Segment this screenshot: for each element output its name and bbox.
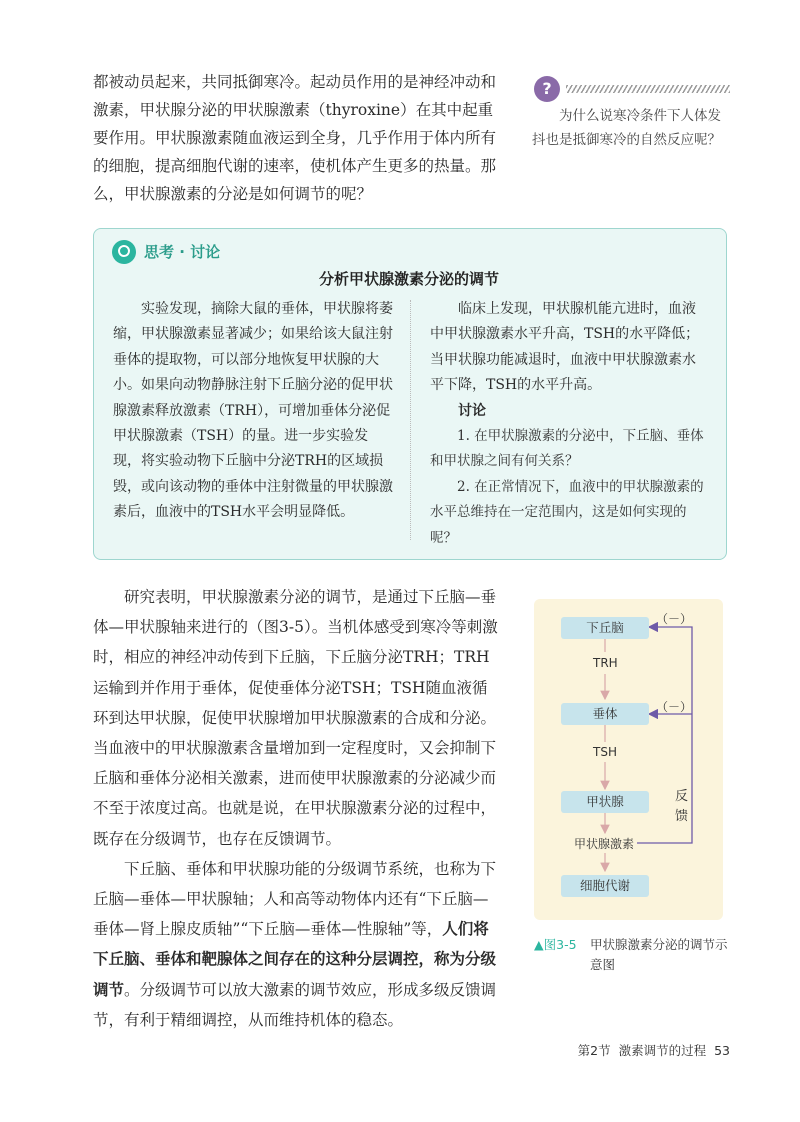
discussion-title: 分析甲状腺激素分泌的调节 [318,270,499,288]
discussion-right-column [430,297,708,551]
label-trh: TRH [593,656,618,670]
discussion-right-text: 临床上发现，甲状腺机能亢进时，血液中甲状腺激素水平升高，TSH的水平降低；当甲状腺功能减退时，血液中甲状腺激素水平下降，TSH的水平升高。 [430,301,700,394]
main-paragraph-2 [93,854,498,1035]
column-divider [410,300,411,540]
figure-caption-marker: ▲图3-5 [534,937,577,952]
label-tsh: TSH [593,745,617,759]
label-inhibit-1: （－） [656,612,693,626]
label-feedback-1: 反 [675,789,689,804]
label-thyroid-hormone: 甲状腺激素 [574,837,635,851]
sidebar-question: 为什么说寒冷条件下人体发抖也是抵御寒冷的自然反应呢？ [532,108,721,148]
discussion-left-text: 实验发现，摘除大鼠的垂体，甲状腺将萎缩，甲状腺激素显著减少；如果给该大鼠注射垂体的提取物，可以部分地恢复甲状腺的大小。如果向动物静脉注射下丘脑分泌的促甲状腺激素释放激素（TRH），可增加垂体分泌促甲状腺激素（TSH）的量。进一步实验发现，将实验动物下丘脑中分泌TRH的区域损毁，或向该动物的垂体中注射微量的甲状腺激素后，血液中的TSH水平会明显降低。 [113,301,393,521]
intro-paragraph: 都被动员起来，共同抵御寒冷。起动员作用的是神经冲动和激素，甲状腺分泌的甲状腺激素（thyroxine）在其中起重要作用。甲状腺激素随血液运到全身，几乎作用于体内所有的细胞，提高细胞代谢的速率，使机体产生更多的热量。那么，甲状腺激素的分泌是如何调节的呢？ [93,73,497,203]
discussion-label: 思考 · 讨论 [144,243,221,261]
discussion-question-2: 2. 在正常情况下，血液中的甲状腺激素的水平总维持在一定范围内，这是如何实现的呢？ [430,478,704,546]
para2-tail: 。分级调节可以放大激素的调节效应，形成多级反馈调节，有利于精细调控，从而维持机体的稳态。 [93,980,497,1029]
question-icon: ? [534,76,560,102]
main-paragraph-1: 研究表明，甲状腺激素分泌的调节，是通过下丘脑—垂体—甲状腺轴来进行的（图3-5）。当机体感受到寒冷等刺激时，相应的神经冲动传到下丘脑，下丘脑分泌TRH；TRH运输到并作用于垂体，促使垂体分泌TSH；TSH随血液循环到达甲状腺，促使甲状腺增加甲状腺激素的合成和分泌。当血液中的甲状腺激素含量增加到一定程度时，又会抑制下丘脑和垂体分泌相关激素，进而使甲状腺激素的分泌减少而不至于浓度过高。也就是说，在甲状腺激素分泌的过程中，既存在分级调节，也存在反馈调节。 [93,588,498,848]
discuss-heading: 讨论 [458,402,486,419]
diagram-arrows [534,599,723,920]
discussion-question-1: 1. 在甲状腺激素的分泌中，下丘脑、垂体和甲状腺之间有何关系？ [430,428,704,470]
label-inhibit-2: （－） [656,700,693,714]
para2-bold-definition: 人们将下丘脑、垂体和靶腺体之间存在的这种分层调控，称为分级调节 [93,920,497,999]
node-cell-metabolism: 细胞代谢 [561,875,649,897]
para2-lead: 下丘脑、垂体和甲状腺功能的分级调节系统，也称为下丘脑—垂体—甲状腺轴；人和高等动物体内还有“下丘脑—垂体—肾上腺皮质轴”“下丘脑—垂体—性腺轴”等， [93,859,497,939]
question-stripe-divider [566,85,730,93]
node-thyroid: 甲状腺 [561,791,649,813]
main-text [93,582,498,1035]
page-footer [560,1041,730,1059]
label-feedback-2: 馈 [675,809,689,824]
lightbulb-icon-inner [118,245,130,257]
figure-caption: 甲状腺激素分泌的调节示意图 [590,937,728,972]
node-hypothalamus: 下丘脑 [561,617,649,639]
figure-3-5 [534,599,723,920]
footer-section: 第2节 [577,1043,611,1058]
page-number: 53 [714,1043,730,1058]
node-pituitary: 垂体 [561,703,649,725]
footer-title: 激素调节的过程 [618,1043,707,1058]
